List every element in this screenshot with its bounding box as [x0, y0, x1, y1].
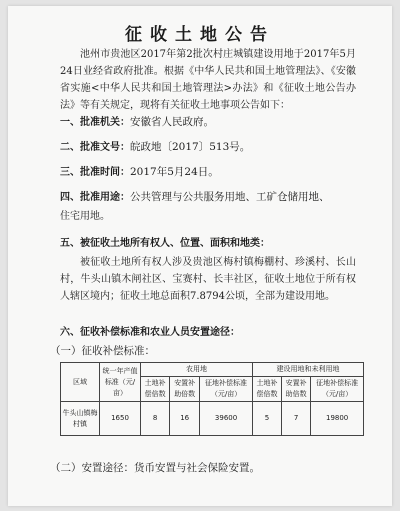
item-time-value: 2017年5月24日。 — [130, 166, 219, 178]
table-row — [61, 402, 364, 436]
table-head-region: 区域 — [61, 363, 100, 402]
item-usage-continued: 住宅用地。 — [60, 211, 110, 222]
compensation-table — [60, 362, 364, 436]
item-compensation-heading — [60, 324, 360, 341]
table-sub-farm-land: 土地补偿倍数 — [141, 377, 170, 402]
notice-page — [8, 6, 392, 506]
table-head-build: 建设用地和未利用地 — [252, 363, 363, 377]
table-cell: 5 — [252, 402, 281, 436]
table-cell: 16 — [170, 402, 200, 436]
sub-placement-route: （二）安置途径：货币安置与社会保险安置。 — [50, 462, 260, 474]
item-organ-value: 安徽省人民政府。 — [130, 116, 214, 128]
item-time-label: 三、批准时间： — [60, 167, 130, 178]
item-time — [60, 164, 360, 181]
table-cell: 8 — [141, 402, 170, 436]
item-usage-value: 公共管理与公共服务用地、工矿仓储用地、 — [130, 191, 330, 203]
item-organ-label: 一、批准机关： — [60, 117, 130, 128]
table-sub-farm-place: 安置补助倍数 — [170, 377, 200, 402]
table-sub-build-std: 征地补偿标准（元/亩） — [311, 377, 364, 402]
item-compensation-label: 六、征收补偿标准和农业人员安置途径： — [60, 327, 240, 338]
sub-compensation-standard: （一）征收补偿标准： — [50, 345, 155, 357]
item-usage — [60, 189, 360, 206]
table-cell: 7 — [282, 402, 311, 436]
item-organ — [60, 114, 360, 131]
table-cell: 39600 — [200, 402, 253, 436]
item-doc — [60, 139, 360, 156]
table-cell-unified: 1650 — [100, 402, 141, 436]
item-doc-label: 二、批准文号： — [60, 142, 130, 153]
table-cell-region: 牛头山镇梅村镇 — [61, 402, 100, 436]
item-owner-label: 五、被征收土地所有权人、位置、面积和地类： — [60, 238, 270, 249]
intro-paragraph: 池州市贵池区2017年第2批次村庄城镇建设用地于2017年5月24日业经省政府批准。根据《中华人民共和国土地管理法》、《安徽省实施<中华人民共和国土地管理法>办法》和《征收土地公告办法》等有关规定，现将有关征收土地事项公告如下： — [60, 49, 356, 111]
item-owner-paragraph: 被征收土地所有权人涉及贵池区梅村镇梅棚村、珍溪村、长山村，牛头山镇木闸社区、宝赛村、长丰社区，征收土地位于所有权人辖区境内；征收土地总面积7.8794公顷，全部为建设用地。 — [60, 257, 356, 302]
table-sub-build-land: 土地补偿倍数 — [252, 377, 281, 402]
table-head-unified: 统一年产值标准（元/亩） — [100, 363, 141, 402]
table-sub-build-place: 安置补助倍数 — [282, 377, 311, 402]
table-head-farm: 农用地 — [141, 363, 253, 377]
item-usage-label: 四、批准用途： — [60, 192, 130, 203]
notice-title: 征收土地公告 — [125, 25, 275, 45]
item-owner-heading — [60, 235, 360, 252]
item-doc-value: 皖政地〔2017〕513号。 — [130, 141, 251, 153]
table-cell: 19800 — [311, 402, 364, 436]
table-sub-farm-std: 征地补偿标准（元/亩） — [200, 377, 253, 402]
